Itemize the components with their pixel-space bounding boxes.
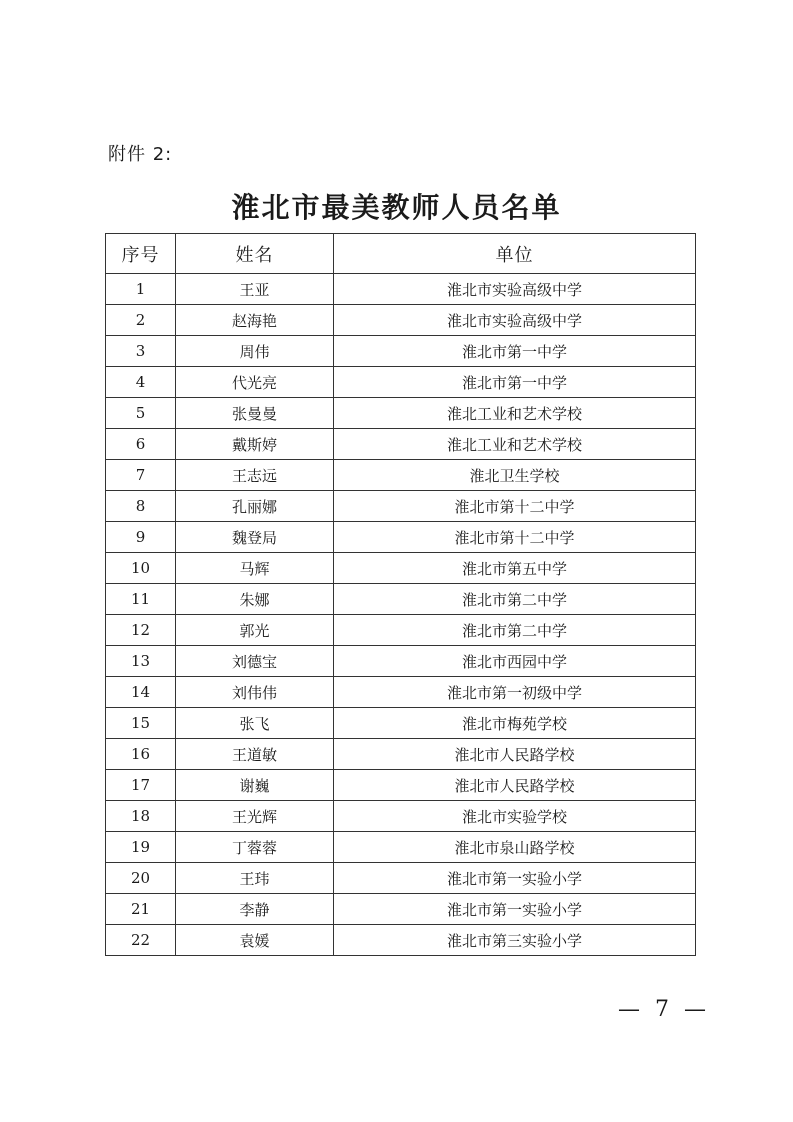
table-header-row bbox=[106, 234, 696, 274]
cell-name: 王光辉 bbox=[176, 801, 334, 832]
cell-number: 1 bbox=[106, 274, 176, 305]
cell-unit: 淮北市第三实验小学 bbox=[334, 925, 696, 956]
cell-number: 3 bbox=[106, 336, 176, 367]
cell-unit: 淮北市第五中学 bbox=[334, 553, 696, 584]
cell-unit: 淮北市第十二中学 bbox=[334, 491, 696, 522]
table-row bbox=[106, 677, 696, 708]
table-row bbox=[106, 739, 696, 770]
cell-number: 22 bbox=[106, 925, 176, 956]
cell-name: 孔丽娜 bbox=[176, 491, 334, 522]
table-row bbox=[106, 491, 696, 522]
table-row bbox=[106, 553, 696, 584]
attachment-label: 附件 2: bbox=[108, 144, 173, 165]
cell-unit: 淮北市实验高级中学 bbox=[334, 305, 696, 336]
cell-unit: 淮北市实验高级中学 bbox=[334, 274, 696, 305]
table-row bbox=[106, 584, 696, 615]
cell-number: 8 bbox=[106, 491, 176, 522]
cell-name: 朱娜 bbox=[176, 584, 334, 615]
cell-number: 19 bbox=[106, 832, 176, 863]
table-row bbox=[106, 305, 696, 336]
cell-number: 5 bbox=[106, 398, 176, 429]
cell-name: 李静 bbox=[176, 894, 334, 925]
table-body bbox=[106, 274, 696, 956]
cell-number: 15 bbox=[106, 708, 176, 739]
cell-unit: 淮北市人民路学校 bbox=[334, 770, 696, 801]
cell-unit: 淮北市泉山路学校 bbox=[334, 832, 696, 863]
cell-number: 21 bbox=[106, 894, 176, 925]
header-name: 姓名 bbox=[176, 234, 334, 274]
table-row bbox=[106, 615, 696, 646]
cell-number: 20 bbox=[106, 863, 176, 894]
cell-unit: 淮北市第一实验小学 bbox=[334, 894, 696, 925]
cell-unit: 淮北市西园中学 bbox=[334, 646, 696, 677]
table-row bbox=[106, 460, 696, 491]
cell-name: 戴斯婷 bbox=[176, 429, 334, 460]
teacher-roster-table bbox=[105, 233, 696, 956]
cell-unit: 淮北市第二中学 bbox=[334, 615, 696, 646]
cell-unit: 淮北市梅苑学校 bbox=[334, 708, 696, 739]
cell-name: 魏登局 bbox=[176, 522, 334, 553]
cell-unit: 淮北市第一初级中学 bbox=[334, 677, 696, 708]
cell-number: 18 bbox=[106, 801, 176, 832]
cell-unit: 淮北市实验学校 bbox=[334, 801, 696, 832]
cell-unit: 淮北市第一中学 bbox=[334, 336, 696, 367]
cell-name: 郭光 bbox=[176, 615, 334, 646]
cell-number: 10 bbox=[106, 553, 176, 584]
cell-name: 王亚 bbox=[176, 274, 334, 305]
cell-number: 17 bbox=[106, 770, 176, 801]
cell-number: 14 bbox=[106, 677, 176, 708]
cell-unit: 淮北市第一中学 bbox=[334, 367, 696, 398]
cell-name: 赵海艳 bbox=[176, 305, 334, 336]
cell-unit: 淮北市第十二中学 bbox=[334, 522, 696, 553]
cell-unit: 淮北卫生学校 bbox=[334, 460, 696, 491]
cell-number: 12 bbox=[106, 615, 176, 646]
table-row bbox=[106, 336, 696, 367]
cell-unit: 淮北市人民路学校 bbox=[334, 739, 696, 770]
cell-name: 周伟 bbox=[176, 336, 334, 367]
cell-unit: 淮北工业和艺术学校 bbox=[334, 398, 696, 429]
cell-name: 张曼曼 bbox=[176, 398, 334, 429]
table-row bbox=[106, 367, 696, 398]
table-row bbox=[106, 398, 696, 429]
table-row bbox=[106, 522, 696, 553]
cell-unit: 淮北市第二中学 bbox=[334, 584, 696, 615]
table-row bbox=[106, 646, 696, 677]
cell-number: 7 bbox=[106, 460, 176, 491]
table-row bbox=[106, 925, 696, 956]
page-number: — 7 — bbox=[618, 997, 710, 1022]
cell-number: 4 bbox=[106, 367, 176, 398]
cell-name: 张飞 bbox=[176, 708, 334, 739]
cell-number: 9 bbox=[106, 522, 176, 553]
cell-unit: 淮北工业和艺术学校 bbox=[334, 429, 696, 460]
cell-name: 丁蓉蓉 bbox=[176, 832, 334, 863]
header-unit: 单位 bbox=[334, 234, 696, 274]
table-row bbox=[106, 863, 696, 894]
cell-name: 刘伟伟 bbox=[176, 677, 334, 708]
header-number: 序号 bbox=[106, 234, 176, 274]
table-row bbox=[106, 708, 696, 739]
table-row bbox=[106, 832, 696, 863]
cell-number: 2 bbox=[106, 305, 176, 336]
cell-name: 王玮 bbox=[176, 863, 334, 894]
table-row bbox=[106, 894, 696, 925]
cell-name: 谢巍 bbox=[176, 770, 334, 801]
document-title: 淮北市最美教师人员名单 bbox=[231, 191, 562, 224]
cell-number: 11 bbox=[106, 584, 176, 615]
cell-name: 代光亮 bbox=[176, 367, 334, 398]
cell-unit: 淮北市第一实验小学 bbox=[334, 863, 696, 894]
cell-name: 刘德宝 bbox=[176, 646, 334, 677]
cell-number: 6 bbox=[106, 429, 176, 460]
table-row bbox=[106, 770, 696, 801]
cell-name: 王志远 bbox=[176, 460, 334, 491]
cell-name: 袁媛 bbox=[176, 925, 334, 956]
cell-number: 16 bbox=[106, 739, 176, 770]
table-row bbox=[106, 274, 696, 305]
cell-name: 王道敏 bbox=[176, 739, 334, 770]
table-row bbox=[106, 429, 696, 460]
cell-name: 马辉 bbox=[176, 553, 334, 584]
table-row bbox=[106, 801, 696, 832]
cell-number: 13 bbox=[106, 646, 176, 677]
